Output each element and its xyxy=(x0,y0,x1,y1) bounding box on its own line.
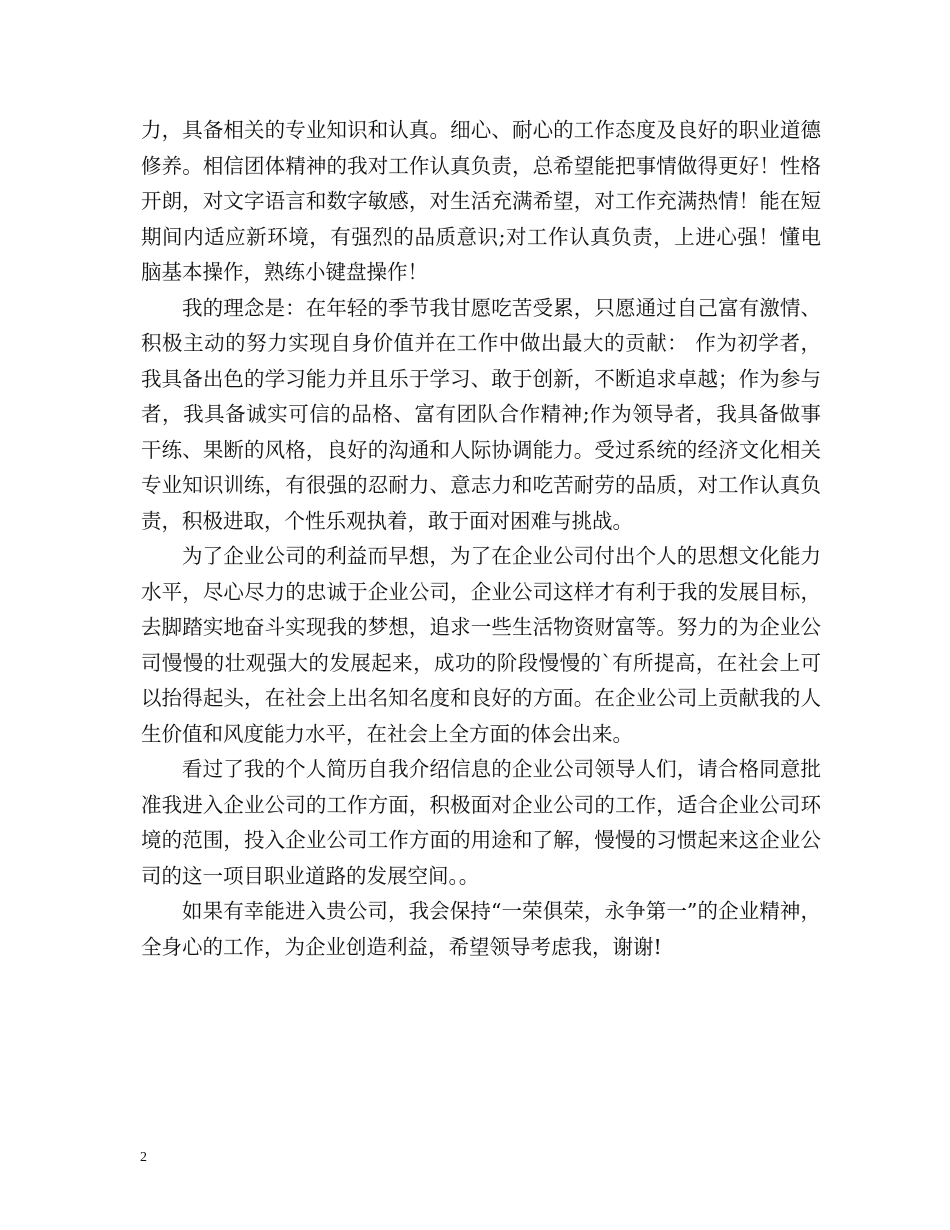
paragraph-1: 力，具备相关的专业知识和认真。细心、耐心的工作态度及良好的职业道德修养。相信团体精神的我对工作认真负责，总希望能把事情做得更好！性格开朗，对文字语言和数字敏感，对生活充满希望，对工作充满热情！能在短期间内适应新环境，有强烈的品质意识;对工作认真负责，上进心强！懂电脑基本操作，熟练小键盘操作！ xyxy=(141,118,821,284)
paragraph-5: 如果有幸能进入贵公司，我会保持“一荣俱荣，永争第一”的企业精神，全身心的工作，为企业创造利益，希望领导考虑我，谢谢! xyxy=(141,899,821,959)
paragraph-2: 我的理念是：在年轻的季节我甘愿吃苦受累，只愿通过自己富有激情、积极主动的努力实现自身价值并在工作中做出最大的贡献： 作为初学者，我具备出色的学习能力并且乐于学习、敢于创新，不断追求卓越；作为参与者，我具备诚实可信的品格、富有团队合作精神;作为领导者，我具备做事干练、果断的风格，良好的沟通和人际协调能力。受过系统的经济文化相关专业知识训练，有很强的忍耐力、意志力和吃苦耐劳的品质，对工作认真负责，积极进取，个性乐观执着，敢于面对困难与挑战。 xyxy=(141,295,821,533)
body-text xyxy=(141,113,821,965)
paragraph-4: 看过了我的个人简历自我介绍信息的企业公司领导人们，请合格同意批准我进入企业公司的工作方面，积极面对企业公司的工作，适合企业公司环境的范围，投入企业公司工作方面的用途和了解，慢慢的习惯起来这企业公司的这一项目职业道路的发展空间。。 xyxy=(141,757,821,888)
page-number: 2 xyxy=(140,1150,147,1165)
paragraph-3: 为了企业公司的利益而早想，为了在企业公司付出个人的思想文化能力水平，尽心尽力的忠诚于企业公司，企业公司这样才有利于我的发展目标，去脚踏实地奋斗实现我的梦想，追求一些生活物资财富等。努力的为企业公司慢慢的壮观强大的发展起来，成功的阶段慢慢的`有所提高，在社会上可以抬得起头，在社会上出名知名度和良好的方面。在企业公司上贡献我的人生价值和风度能力水平，在社会上全方面的体会出来。 xyxy=(141,544,821,746)
